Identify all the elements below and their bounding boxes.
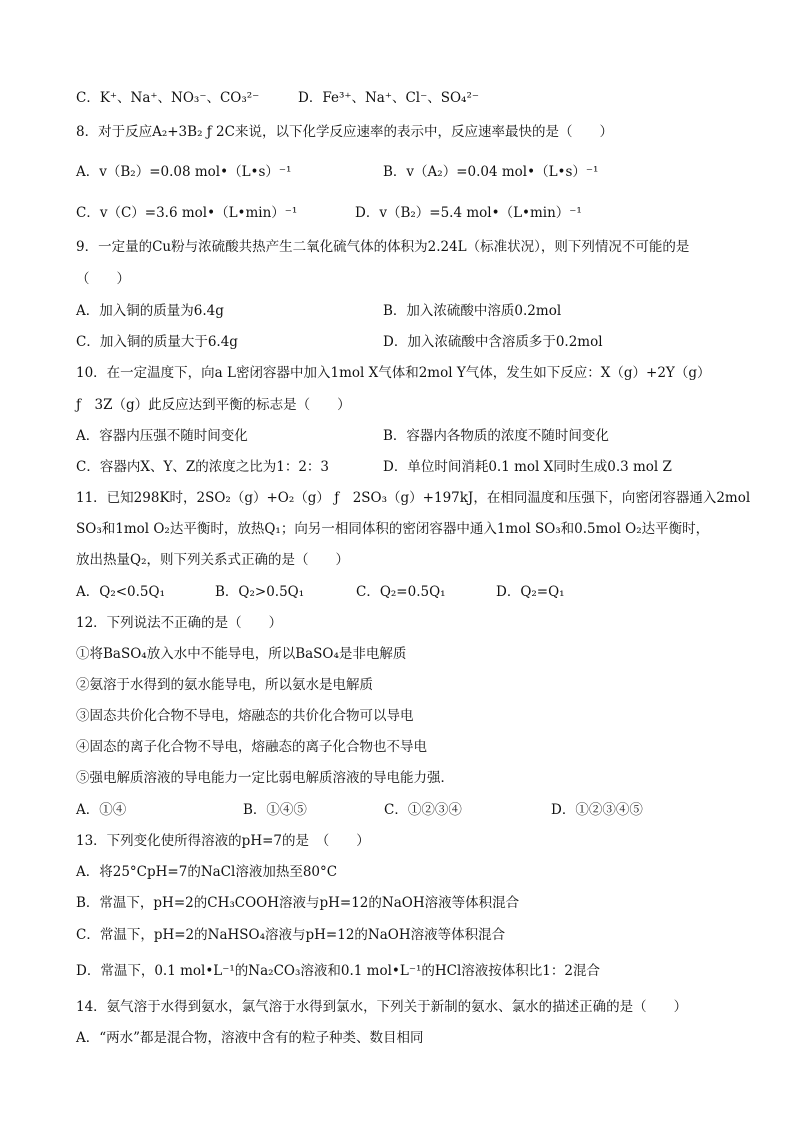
q12-option-c: C．①②③④ [384, 802, 462, 818]
q10-stem-line2: ƒ 3Z（g）此反应达到平衡的标志是（ ） [76, 397, 351, 413]
q12-option-a: A．①④ [76, 802, 127, 818]
q12-stem: 12．下列说法不正确的是（ ） [76, 615, 283, 631]
q12-statement-5: ⑤强电解质溶液的导电能力一定比弱电解质溶液的导电能力强． [76, 770, 454, 786]
q12-statement-3: ③固态共价化合物不导电，熔融态的共价化合物可以导电 [76, 708, 414, 724]
q11-option-d: D．Q₂=Q₁ [496, 584, 565, 600]
q7-option-d: D．Fe³⁺、Na⁺、Cl⁻、SO₄²⁻ [298, 90, 480, 106]
q12-statement-1: ①将BaSO₄放入水中不能导电，所以BaSO₄是非电解质 [76, 646, 407, 662]
q11-stem-line1: 11．已知298K时，2SO₂（g）+O₂（g） ƒ 2SO₃（g）+197kJ，在相同温度和压强下，向密闭容器通入2mol [76, 490, 751, 506]
q10-option-a: A．容器内压强不随时间变化 [76, 428, 248, 444]
q11-stem-line2: SO₃和1mol O₂达平衡时，放热Q₁；向另一相同体积的密闭容器中通入1mol SO₃和0.5mol O₂达平衡时， [76, 521, 710, 537]
q13-option-d: D．常温下，0.1 mol•L⁻¹的Na₂CO₃溶液和0.1 mol•L⁻¹的HCl溶液按体积比1：2混合 [76, 963, 600, 979]
q11-option-b: B．Q₂>0.5Q₁ [215, 584, 305, 600]
q10-option-b: B．容器内各物质的浓度不随时间变化 [383, 428, 609, 444]
q13-option-c: C．常温下，pH=2的NaHSO₄溶液与pH=12的NaOH溶液等体积混合 [76, 927, 506, 943]
q13-option-a: A．将25°CpH=7的NaCl溶液加热至80°C [76, 864, 338, 880]
q10-option-d: D．单位时间消耗0.1 mol X同时生成0.3 mol Z [383, 459, 672, 475]
q14-stem: 14．氨气溶于水得到氨水，氯气溶于水得到氯水，下列关于新制的氨水、氯水的描述正确的是（ ） [76, 999, 688, 1015]
q12-option-b: B．①④⑤ [243, 802, 307, 818]
q9-stem-line1: 9．一定量的Cu粉与浓硫酸共热产生二氧化硫气体的体积为2.24L（标准状况），则下列情况不可能的是 [76, 239, 690, 255]
q11-option-c: C．Q₂=0.5Q₁ [356, 584, 446, 600]
q10-option-c: C．容器内X、Y、Z的浓度之比为1：2：3 [76, 459, 329, 475]
q14-option-a: A．“两水”都是混合物，溶液中含有的粒子种类、数目相同 [76, 1030, 424, 1046]
q12-option-d: D．①②③④⑤ [551, 802, 643, 818]
q11-option-a: A．Q₂<0.5Q₁ [76, 584, 165, 600]
q9-option-b: B．加入浓硫酸中溶质0.2mol [383, 303, 562, 319]
q13-stem: 13．下列变化使所得溶液的pH=7的是 （ ） [76, 833, 370, 849]
q13-option-b: B．常温下，pH=2的CH₃COOH溶液与pH=12的NaOH溶液等体积混合 [76, 895, 520, 911]
q12-statement-4: ④固态的离子化合物不导电，熔融态的离子化合物也不导电 [76, 739, 427, 755]
q7-option-c: C．K⁺、Na⁺、NO₃⁻、CO₃²⁻ [76, 90, 260, 106]
q8-stem: 8．对于反应A₂+3B₂ ƒ 2C来说，以下化学反应速率的表示中，反应速率最快的是（ ） [76, 124, 613, 140]
q8-option-a: A．v（B₂）=0.08 mol•（L•s）⁻¹ [76, 164, 292, 180]
q8-option-b: B．v（A₂）=0.04 mol•（L•s）⁻¹ [383, 164, 599, 180]
q8-option-d: D．v（B₂）=5.4 mol•（L•min）⁻¹ [355, 205, 582, 221]
q12-statement-2: ②氨溶于水得到的氨水能导电，所以氨水是电解质 [76, 677, 373, 693]
q8-option-c: C．v（C）=3.6 mol•（L•min）⁻¹ [76, 205, 298, 221]
q9-option-d: D．加入浓硫酸中含溶质多于0.2mol [383, 334, 603, 350]
q10-stem-line1: 10．在一定温度下，向a L密闭容器中加入1mol X气体和2mol Y气体，发生如下反应：X（g）+2Y（g） [76, 365, 711, 381]
q9-option-c: C．加入铜的质量大于6.4g [76, 334, 238, 350]
q9-option-a: A．加入铜的质量为6.4g [76, 303, 224, 319]
q9-stem-line2: （ ） [76, 271, 130, 287]
q11-stem-line3: 放出热量Q₂，则下列关系式正确的是（ ） [76, 552, 349, 568]
